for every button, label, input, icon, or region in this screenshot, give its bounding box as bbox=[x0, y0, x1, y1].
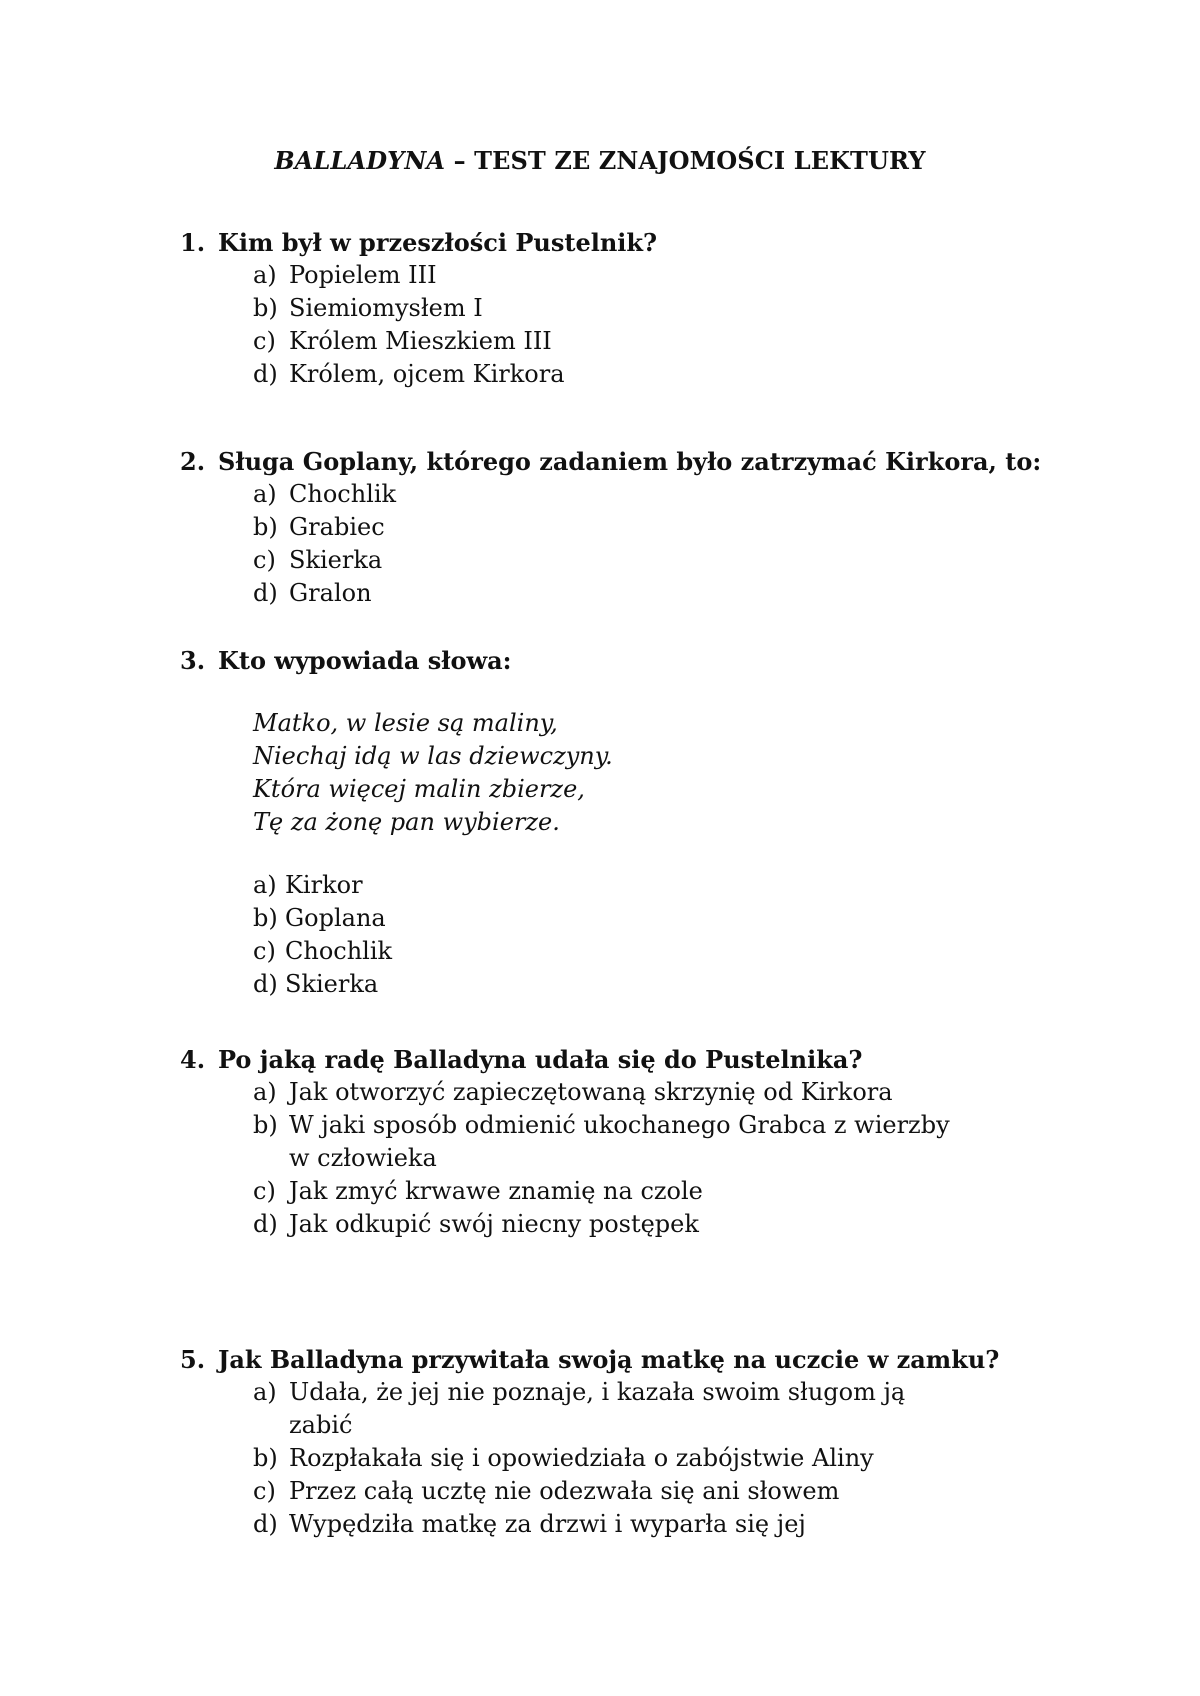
option-text: Chochlik bbox=[289, 480, 397, 508]
option-letter: d) bbox=[253, 1510, 278, 1538]
option-letter: a) bbox=[253, 1078, 277, 1106]
option bbox=[253, 1109, 1080, 1175]
option-letter: d) bbox=[253, 970, 278, 998]
option-letter: b) bbox=[253, 294, 278, 322]
page-title bbox=[0, 146, 1200, 175]
option-text: W jaki sposób odmienić ukochanego Grabca z wierzby w człowieka bbox=[289, 1111, 950, 1172]
option bbox=[253, 935, 1080, 968]
option-letter: c) bbox=[253, 1477, 276, 1505]
options-list bbox=[180, 259, 1080, 391]
question-number: 3. bbox=[180, 646, 206, 675]
option-letter: c) bbox=[253, 937, 276, 965]
option-text: Gralon bbox=[289, 579, 372, 607]
question-text: Jak Balladyna przywitała swoją matkę na uczcie w zamku? bbox=[218, 1345, 1000, 1374]
option bbox=[253, 544, 1080, 577]
option-text: Popielem III bbox=[289, 261, 437, 289]
option bbox=[253, 325, 1080, 358]
option bbox=[253, 1376, 1080, 1442]
question-5 bbox=[180, 1343, 1080, 1541]
question-number: 2. bbox=[180, 447, 206, 476]
option bbox=[253, 1208, 1080, 1241]
option-text: Królem, ojcem Kirkora bbox=[289, 360, 565, 388]
options-list bbox=[180, 1076, 1080, 1241]
option bbox=[253, 968, 1080, 1001]
options-list bbox=[180, 478, 1080, 610]
question-2 bbox=[180, 445, 1080, 610]
question-4 bbox=[180, 1043, 1080, 1241]
option bbox=[253, 902, 1080, 935]
option-letter: d) bbox=[253, 1210, 278, 1238]
option-text: Udała, że jej nie poznaje, i kazała swoim sługom ją zabić bbox=[289, 1378, 906, 1439]
question-number: 5. bbox=[180, 1345, 206, 1374]
option bbox=[253, 577, 1080, 610]
option-text: Jak odkupić swój niecny postępek bbox=[289, 1210, 699, 1238]
option-letter: a) bbox=[253, 1378, 277, 1406]
option-letter: b) bbox=[253, 513, 278, 541]
poem-line: Która więcej malin zbierze, bbox=[253, 775, 585, 803]
title-rest: – TEST ZE ZNAJOMOŚCI LEKTURY bbox=[445, 146, 926, 175]
question-number: 1. bbox=[180, 228, 206, 257]
option-letter: b) bbox=[253, 904, 278, 932]
option-text: Siemiomysłem I bbox=[289, 294, 483, 322]
option bbox=[253, 1442, 1080, 1475]
question-number: 4. bbox=[180, 1045, 206, 1074]
question-heading bbox=[180, 1343, 1080, 1376]
option bbox=[253, 358, 1080, 391]
option-text: Chochlik bbox=[285, 937, 393, 965]
question-heading bbox=[180, 1043, 1080, 1076]
option-letter: c) bbox=[253, 327, 276, 355]
question-text: Po jaką radę Balladyna udała się do Pustelnika? bbox=[218, 1045, 863, 1074]
option-letter: a) bbox=[253, 871, 277, 899]
options-list bbox=[180, 1376, 1080, 1541]
option-letter: b) bbox=[253, 1444, 278, 1472]
option-text: Jak otworzyć zapieczętowaną skrzynię od Kirkora bbox=[289, 1078, 893, 1106]
option bbox=[253, 478, 1080, 511]
question-3 bbox=[180, 644, 1080, 1001]
option-text: Skierka bbox=[285, 970, 379, 998]
question-text: Kto wypowiada słowa: bbox=[218, 646, 512, 675]
spacer bbox=[180, 839, 1080, 869]
option-text: Skierka bbox=[289, 546, 383, 574]
question-text: Sługa Goplany, którego zadaniem było zatrzymać Kirkora, to: bbox=[218, 447, 1042, 476]
poem-line: Tę za żonę pan wybierze. bbox=[253, 808, 560, 836]
option-letter: d) bbox=[253, 360, 278, 388]
option-letter: a) bbox=[253, 480, 277, 508]
option-letter: c) bbox=[253, 1177, 276, 1205]
quoted-poem bbox=[253, 707, 1080, 839]
option-letter: b) bbox=[253, 1111, 278, 1139]
options-list bbox=[180, 869, 1080, 1001]
poem-line: Matko, w lesie są maliny, bbox=[253, 709, 558, 737]
option-letter: d) bbox=[253, 579, 278, 607]
option bbox=[253, 869, 1080, 902]
title-italic: BALLADYNA bbox=[274, 146, 446, 175]
option-text: Królem Mieszkiem III bbox=[289, 327, 552, 355]
option bbox=[253, 1175, 1080, 1208]
question-heading bbox=[180, 226, 1080, 259]
option bbox=[253, 1508, 1080, 1541]
option bbox=[253, 1475, 1080, 1508]
question-heading bbox=[180, 445, 1080, 478]
option bbox=[253, 259, 1080, 292]
question-1 bbox=[180, 226, 1080, 391]
option-text: Grabiec bbox=[289, 513, 385, 541]
option-text: Przez całą ucztę nie odezwała się ani słowem bbox=[289, 1477, 840, 1505]
option-letter: c) bbox=[253, 546, 276, 574]
option-letter: a) bbox=[253, 261, 277, 289]
option bbox=[253, 511, 1080, 544]
poem-line: Niechaj idą w las dziewczyny. bbox=[253, 742, 613, 770]
option-text: Wypędziła matkę za drzwi i wyparła się jej bbox=[289, 1510, 806, 1538]
option-text: Jak zmyć krwawe znamię na czole bbox=[289, 1177, 703, 1205]
option-text: Kirkor bbox=[285, 871, 363, 899]
option bbox=[253, 1076, 1080, 1109]
question-text: Kim był w przeszłości Pustelnik? bbox=[218, 228, 658, 257]
option-text: Rozpłakała się i opowiedziała o zabójstwie Aliny bbox=[289, 1444, 874, 1472]
option-text: Goplana bbox=[285, 904, 386, 932]
question-heading bbox=[180, 644, 1080, 677]
option bbox=[253, 292, 1080, 325]
